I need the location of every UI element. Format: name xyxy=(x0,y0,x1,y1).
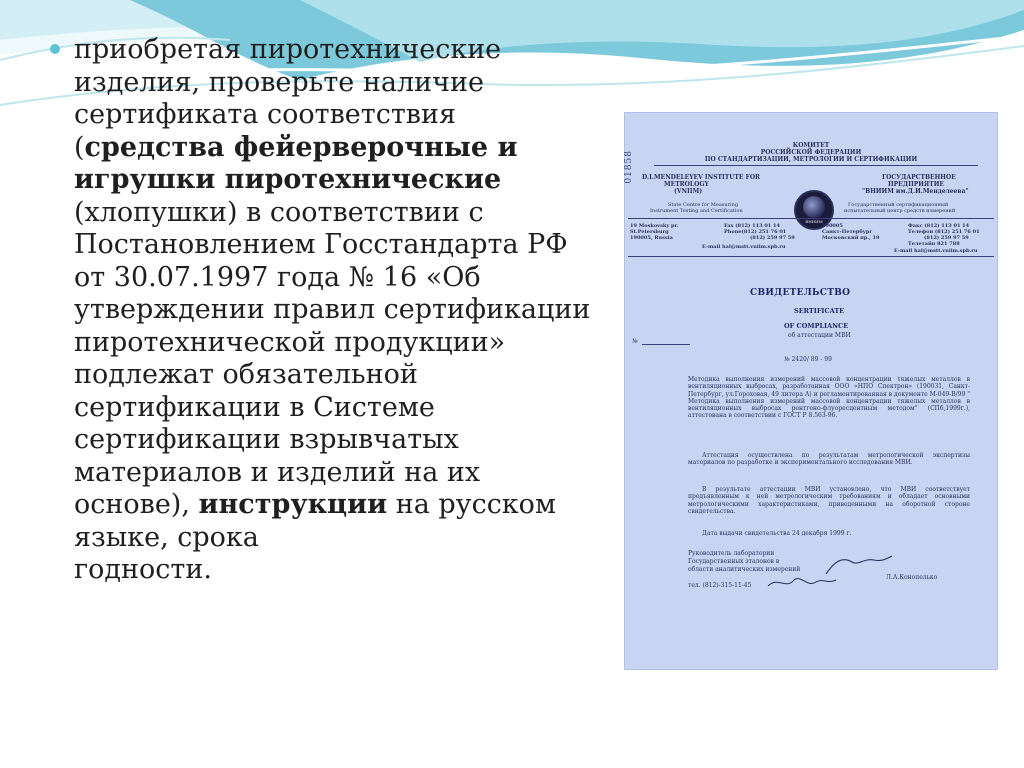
signer-name: Л.А.Конопелько xyxy=(886,574,938,581)
committee-line-3: ПО СТАНДАРТИЗАЦИИ, МЕТРОЛОГИИ И СЕРТИФИКАЦИИ xyxy=(704,156,918,163)
certificate-body-2: Аттестация осуществлена по результатам метрологической экспертизы материалов по разработке и экспериментального исследования МВИ. xyxy=(688,452,970,467)
certificate-body-3: В результате аттестации МВИ установлено, что МВИ соответствует предъявленным к ней метрологическим требованиям и обладает основными метрологическими характеристиками, приведенными на оборотной стороне свидетельства. xyxy=(688,486,970,515)
paragraph-decree: от 30.07.1997 года № 16 «Об утверждении правил сертификации пиротехнической продукции» подлежат обязательной сертификации в Системе сертификации взрывчатых xyxy=(74,261,591,455)
committee-line-1: КОМИТЕТ xyxy=(792,142,830,149)
left-address-2: St.Petersburg xyxy=(630,229,669,235)
left-sub-line-2: Instrument Testing and Certification xyxy=(650,208,743,214)
serial-number: 01858 xyxy=(624,150,634,184)
right-email: E-mail hal@mstt.vniim.spb.ru xyxy=(894,248,978,254)
number-blank-line xyxy=(642,344,690,345)
signer-line-2: Государственных эталонов в xyxy=(688,558,780,565)
header-rule xyxy=(654,165,978,166)
left-address-1: 19 Moskovsky pr. xyxy=(630,223,679,229)
right-address-1: 190005 xyxy=(822,223,843,229)
right-contact-4: Телетайп 821 788 xyxy=(908,241,960,247)
right-org-line-3: "ВНИИМ им.Д.И.Менделеева" xyxy=(862,188,969,195)
globe-emblem-icon: ВНИИМ xyxy=(794,190,834,230)
left-sub-line-1: State Centre for Measuring xyxy=(668,202,739,208)
left-org-line-3: (VNIIM) xyxy=(674,188,703,195)
text-bold-product: средства фейерверочные и игрушки пиротехнические xyxy=(74,131,518,195)
right-sub-line-1: Государственный сертификационный xyxy=(848,202,949,208)
right-sub-line-2: испытательный центр средств измерений xyxy=(844,208,956,214)
right-org-line-1: ГОСУДАРСТВЕННОЕ xyxy=(882,174,956,181)
right-address-3: Московский пр., 19 xyxy=(822,235,880,241)
certificate-title-en-2: OF COMPLIANCE xyxy=(784,322,849,330)
text-segment: (хлопушки) в соответствии с Постановлением Госстандарта РФ xyxy=(74,196,568,260)
signer-line-3: области аналитических измерений xyxy=(688,566,801,573)
left-org-line-1: D.I.MENDELEYEV INSTITUTE FOR xyxy=(642,174,761,181)
signature-squiggle-icon xyxy=(824,552,894,580)
right-org-line-2: ПРЕДПРИЯТИЕ xyxy=(888,181,944,188)
certificate-title: СВИДЕТЕЛЬСТВО xyxy=(750,288,851,298)
left-contact-3: (812) 259 97 59 xyxy=(750,235,795,241)
certificate-issue-date: Дата выдачи свидетельства 24 декабря 1999 г. xyxy=(702,530,852,537)
committee-line-2: РОССИЙСКОЙ ФЕДЕРАЦИИ xyxy=(760,149,862,156)
left-address-3: 190005, Russia xyxy=(630,235,673,241)
certificate-title-en-1: SERTIFICATE xyxy=(794,307,845,315)
signer-phone: тел. (812)-315-11-45 xyxy=(688,582,752,589)
right-contact-3: (812) 259 97 59 xyxy=(924,235,969,241)
certificate-number: № 2420/ 89 - 99 xyxy=(784,356,832,363)
left-email: E-mail hal@mstt.vniim.spb.ru xyxy=(702,244,786,250)
text-segment: приобретая пиротехнические изделия, проверьте наличие сертификата соответствия ( xyxy=(74,34,502,163)
paragraph-expiry: годности. xyxy=(74,554,212,585)
certificate-body-1: Методика выполнения измерений массовой концентрации тяжелых металлов в вентиляционных выбросах, разработанная ООО «НПО Спектрон» (190031, Санкт-Петербург, ул.Гороховая, 49 литера А) и регламентированная в документе М-049-В/99 " Методика выполнения измерений массовой концентрации тяжелых металлов в вентиляционных выбросах рентгено-флуоресцентным методом" (СПб,1999г.), аттестована в соответствии с ГОСТ Р 8.563-96. xyxy=(688,376,970,420)
left-contact-1: Fax (812) 113 01 14 xyxy=(724,223,780,229)
text-segment: материалов и изделий на их основе), xyxy=(74,456,481,520)
certificate-image xyxy=(624,112,998,670)
address-rule xyxy=(628,218,994,219)
left-org-line-2: METROLOGY xyxy=(664,181,709,188)
body-rule xyxy=(628,256,994,257)
right-contact-2: Телефон (812) 251 76 01 xyxy=(908,229,980,235)
left-contact-2: Phone(812) 251 76 01 xyxy=(724,229,787,235)
paragraph-materials xyxy=(74,457,604,555)
paragraph-main xyxy=(74,34,604,262)
text-segment: на русском языке, срока xyxy=(74,489,556,553)
bullet-icon xyxy=(50,44,60,54)
signer-line-1: Руководитель лаборатории xyxy=(688,550,775,557)
right-address-2: Санкт-Петербург xyxy=(822,229,873,235)
text-bold-instructions: инструкции xyxy=(198,489,388,520)
certificate-subtitle: об аттестации МВИ xyxy=(788,332,851,339)
right-contact-1: Факс (812) 113 01 14 xyxy=(908,223,970,229)
body-text xyxy=(74,34,604,587)
number-label: № xyxy=(632,338,638,345)
